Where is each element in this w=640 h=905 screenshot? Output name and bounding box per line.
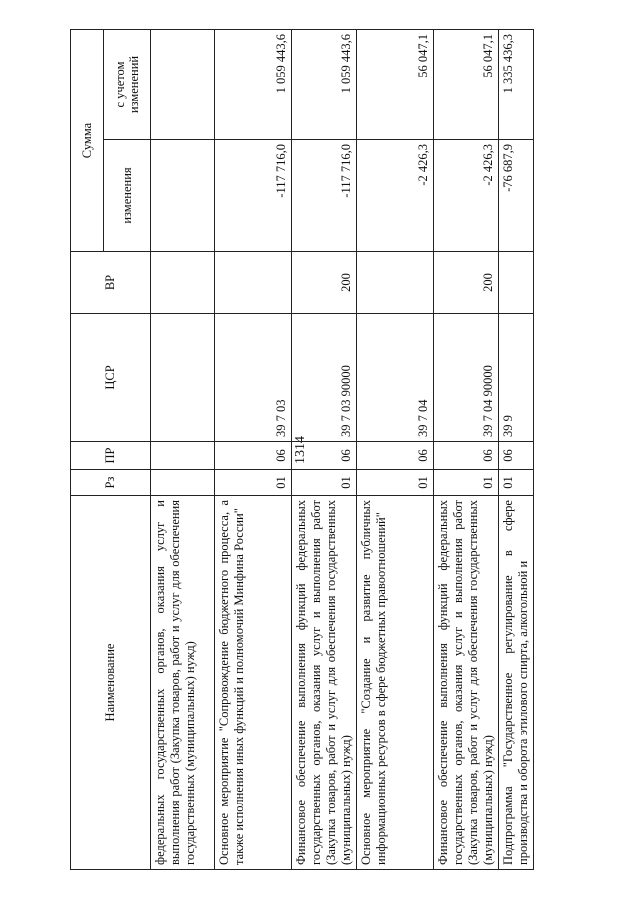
row-change: -76 687,9 (499, 140, 534, 252)
row-pr (151, 442, 215, 470)
table-row (151, 30, 215, 870)
row-change: -117 716,0 (215, 140, 292, 252)
row-with-change: 1 059 443,6 (292, 30, 357, 140)
row-with-change: 1 335 436,3 (499, 30, 534, 140)
row-csr: 39 9 (499, 314, 534, 442)
row-with-change: 1 059 443,6 (215, 30, 292, 140)
row-name: Основное мероприятие "Создание и развитие публичных информационных ресурсов в сфере бюджетных правоотношений" (357, 496, 434, 870)
row-change: -2 426,3 (434, 140, 499, 252)
row-pr: 06 (434, 442, 499, 470)
row-pr: 06 (499, 442, 534, 470)
row-name: Основное мероприятие "Сопровождение бюджетного процесса, а также исполнения иных функций и полномочий Минфина России" (215, 496, 292, 870)
row-rz (151, 470, 215, 496)
row-vr: 200 (434, 252, 499, 314)
budget-table (70, 29, 534, 870)
header-with-change: с учетом изменений (104, 30, 151, 140)
row-rz: 01 (215, 470, 292, 496)
table-row (215, 30, 292, 870)
header-row-1 (71, 30, 104, 870)
row-csr: 39 7 03 90000 (292, 314, 357, 442)
header-pr: ПР (71, 442, 151, 470)
row-csr: 39 7 04 (357, 314, 434, 442)
row-name: Финансовое обеспечение выполнения функций федеральных государственных органов, оказания услуг и выполнения работ (Закупка товаров, работ и услуг для обеспечения государственных (муниципальных) нужд) (292, 496, 357, 870)
header-change: изменения (104, 140, 151, 252)
page-number: 1314 (293, 436, 308, 464)
row-pr: 06 (292, 442, 357, 470)
row-change: -2 426,3 (357, 140, 434, 252)
row-vr: 200 (292, 252, 357, 314)
header-csr: ЦСР (71, 314, 151, 442)
row-with-change: 56 047,1 (357, 30, 434, 140)
row-with-change (151, 30, 215, 140)
header-vr: ВР (71, 252, 151, 314)
row-csr: 39 7 03 (215, 314, 292, 442)
row-vr (499, 252, 534, 314)
row-rz: 01 (292, 470, 357, 496)
row-pr: 06 (215, 442, 292, 470)
row-vr (215, 252, 292, 314)
row-csr: 39 7 04 90000 (434, 314, 499, 442)
table-row (357, 30, 434, 870)
row-change (151, 140, 215, 252)
row-name: Финансовое обеспечение выполнения функций федеральных государственных органов, оказания услуг и выполнения работ (Закупка товаров, работ и услуг для обеспечения государственных (муниципальных) нужд) (434, 496, 499, 870)
row-name: федеральных государственных органов, оказания услуг и выполнения работ (Закупка товаров, работ и услуг для обеспечения государственных (муниципальных) нужд) (151, 496, 215, 870)
budget-table-rotated (70, 30, 554, 870)
table-row (434, 30, 499, 870)
row-change: -117 716,0 (292, 140, 357, 252)
row-rz: 01 (357, 470, 434, 496)
row-with-change: 56 047,1 (434, 30, 499, 140)
header-name: Наименование (71, 496, 151, 870)
header-sum: Сумма (71, 30, 104, 252)
row-vr (357, 252, 434, 314)
table-row (499, 30, 534, 870)
row-csr (151, 314, 215, 442)
header-rz: Рз (71, 470, 151, 496)
row-rz: 01 (499, 470, 534, 496)
row-pr: 06 (357, 442, 434, 470)
row-rz: 01 (434, 470, 499, 496)
row-vr (151, 252, 215, 314)
row-name: Подпрограмма "Государственное регулирование в сфере производства и оборота этилового спирта, алкогольной и (499, 496, 534, 870)
table-row (292, 30, 357, 870)
